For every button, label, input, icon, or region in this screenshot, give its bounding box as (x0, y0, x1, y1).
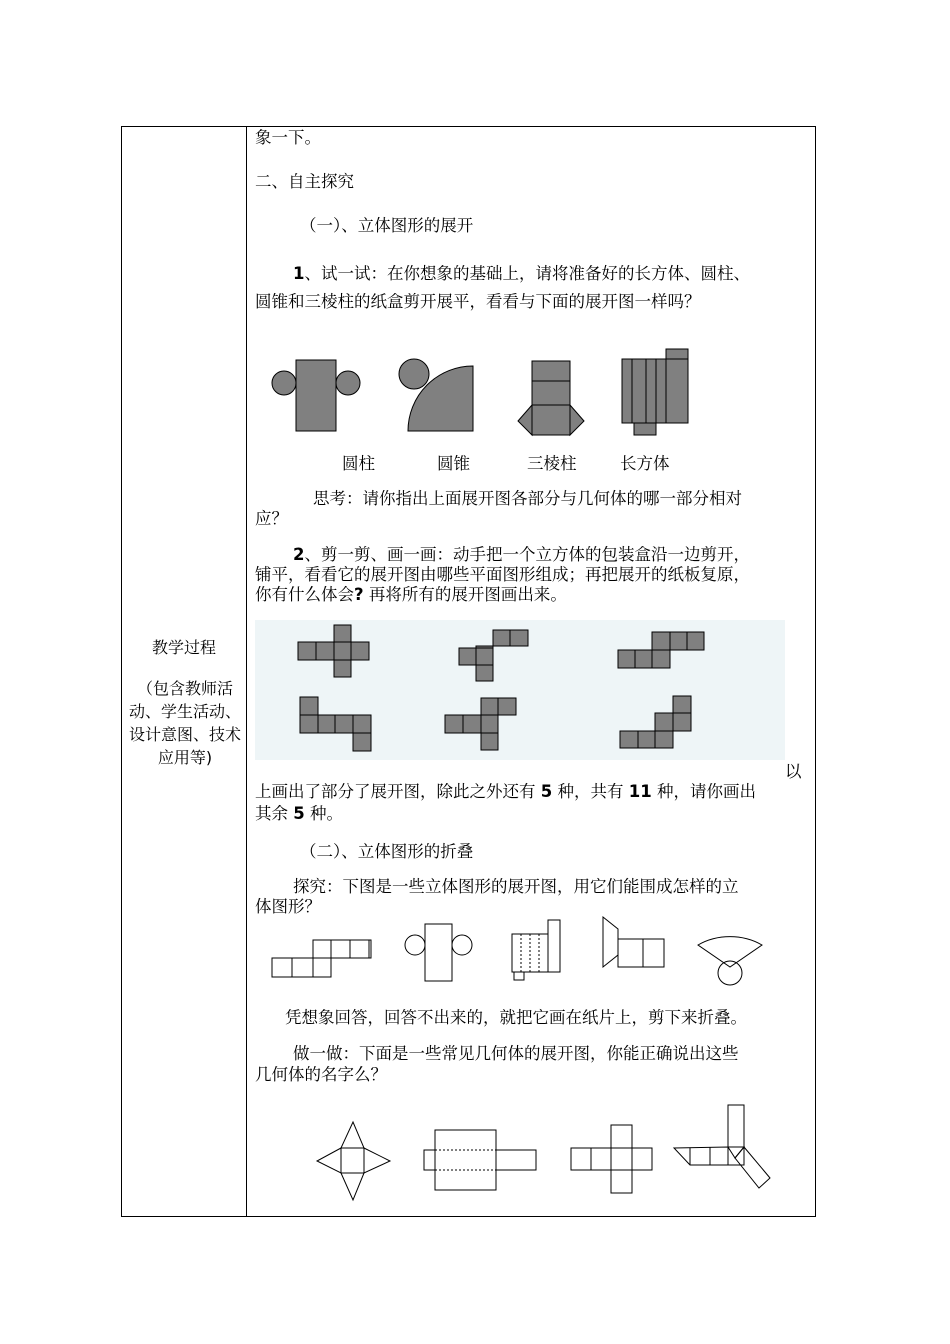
try-number: 1 (293, 264, 305, 283)
do-line-2: 几何体的名字么？ (255, 1065, 387, 1084)
fold-net-cone (698, 937, 762, 985)
cuboid-net-outline (424, 1130, 536, 1190)
prism-net (518, 361, 584, 435)
cube-net-6 (620, 696, 691, 748)
solid-nets-figure (310, 1100, 780, 1205)
cylinder-rect (296, 360, 336, 431)
think-line-1: 思考：请你指出上面展开图各部分与几何体的哪一部分相对 (313, 489, 742, 508)
label-prism: 三棱柱 (527, 454, 577, 473)
drawn-text-b: 种，共有 (552, 782, 629, 801)
rest-count-5: 5 (293, 804, 305, 823)
pyramid-net (317, 1122, 390, 1200)
imagine-line: 凭想象回答，回答不出来的，就把它画在纸片上，剪下来折叠。 (285, 1008, 747, 1027)
label-cuboid: 长方体 (620, 454, 670, 473)
cut-line-3 (255, 583, 567, 606)
prism-face-2 (532, 405, 570, 435)
prism-top-triangle (532, 361, 570, 381)
cube-net-2 (459, 630, 528, 681)
line-continued: 象一下。 (255, 128, 321, 147)
left-title: 教学过程 (151, 638, 216, 657)
cylinder-circle-left (272, 371, 296, 395)
fold-net-cuboid (512, 920, 560, 980)
drawn-text-c: 种，请你画出 (651, 782, 756, 801)
do-line-1: 做一做：下面是一些常见几何体的展开图，你能正确说出这些 (293, 1044, 739, 1063)
cube-net-3 (618, 632, 704, 668)
fold-nets-figure (268, 915, 768, 990)
text-yi: 以 (785, 762, 802, 781)
label-cone: 圆锥 (437, 454, 470, 473)
cube-net-outline (571, 1125, 652, 1193)
triangular-prism-net (674, 1105, 770, 1188)
cone-base-circle (399, 359, 429, 389)
try-line-1 (293, 262, 750, 285)
rest-text-b: 种。 (304, 804, 343, 823)
cut-question-mark: ? (354, 585, 364, 604)
fold-net-cylinder (405, 924, 472, 981)
cut-number: 2 (293, 545, 305, 564)
cube-net-5 (445, 698, 516, 750)
fold-net-prism (603, 917, 664, 967)
cut-text-1: 、剪一剪、画一画：动手把一个立方体的包装盒沿一边剪开， (304, 545, 750, 564)
prism-face-1 (532, 381, 570, 405)
cylinder-net (272, 360, 360, 431)
cuboid-net (622, 349, 688, 435)
subheading-unfold: （一）、立体图形的展开 (300, 216, 474, 235)
cube-net-1 (298, 625, 369, 677)
cube-nets-figure (255, 620, 785, 760)
drawn-count-5: 5 (540, 782, 553, 801)
explore-line-2: 体图形？ (255, 897, 321, 916)
column-divider (246, 127, 247, 1216)
drawn-line (255, 780, 756, 803)
drawn-text-a: 上画出了部分了展开图，除此之外还有 (255, 782, 541, 801)
try-text-1: 、试一试：在你想象的基础上，请将准备好的长方体、圆柱、 (304, 264, 750, 283)
prism-left-triangle (518, 405, 532, 435)
cut-text-3b: 再将所有的展开图画出来。 (363, 585, 567, 604)
unfold-nets-figure (268, 346, 708, 441)
section-heading: 二、自主探究 (255, 172, 354, 191)
drawn-count-11: 11 (628, 782, 652, 801)
explore-line-1: 探究：下图是一些立体图形的展开图，用它们能围成怎样的立 (293, 877, 739, 896)
try-line-2: 圆锥和三棱柱的纸盒剪开展平，看看与下面的展开图一样吗？ (255, 292, 701, 311)
cube-net-4 (300, 697, 371, 751)
left-cell (122, 127, 246, 1216)
left-subtitle: （包含教师活动、学生活动、设计意图、技术应用等) (128, 679, 241, 767)
rest-line (255, 802, 343, 825)
think-line-2: 应？ (255, 509, 288, 528)
cone-net (399, 359, 473, 431)
cut-text-3a: 你有什么体会 (255, 585, 354, 604)
label-cylinder: 圆柱 (342, 454, 375, 473)
fold-net-steps (272, 940, 371, 977)
subheading-fold: （二）、立体图形的折叠 (300, 842, 474, 861)
rest-text-a: 其余 (255, 804, 294, 823)
cut-line-2: 铺平，看看它的展开图由哪些平面图形组成；再把展开的纸板复原， (255, 565, 750, 584)
prism-right-triangle (570, 405, 584, 435)
cylinder-circle-right (336, 371, 360, 395)
